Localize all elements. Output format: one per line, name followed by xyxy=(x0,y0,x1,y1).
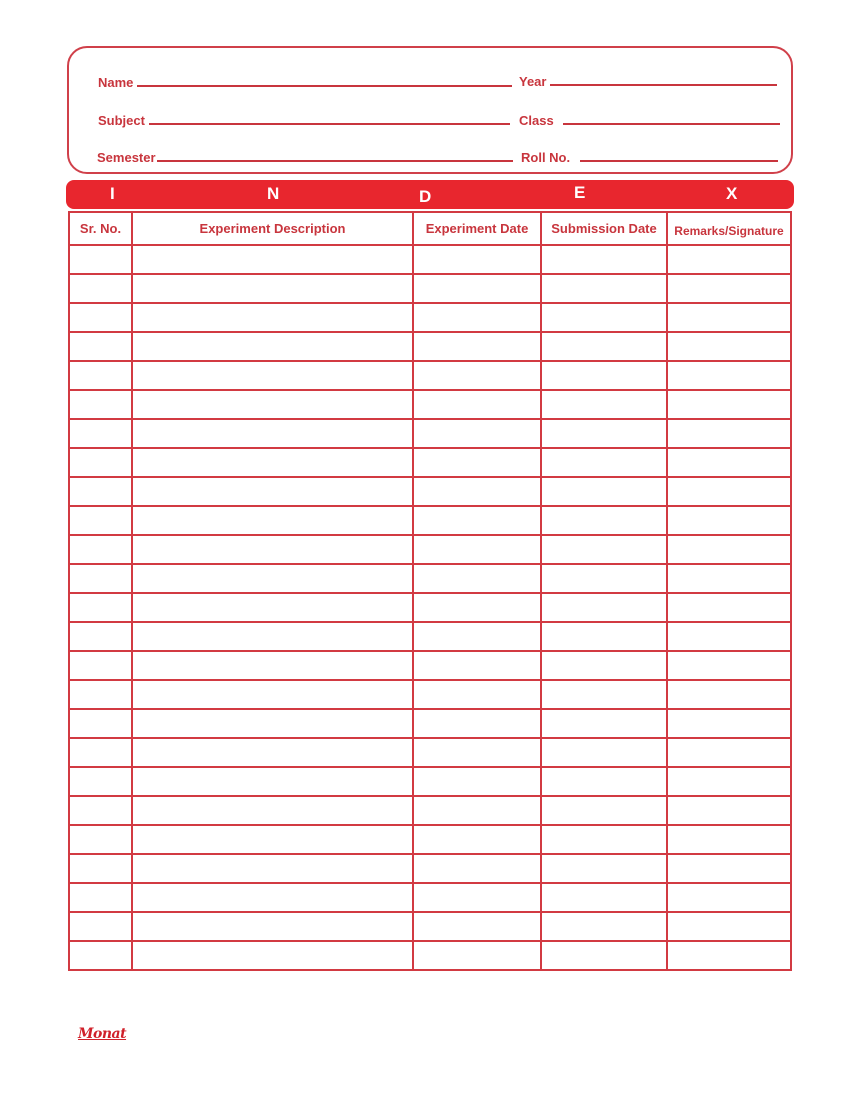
experiment-date-cell[interactable] xyxy=(413,274,541,303)
table-row xyxy=(69,448,791,477)
sr-no-cell[interactable] xyxy=(69,390,132,419)
table-row xyxy=(69,506,791,535)
name-label: Name xyxy=(98,75,134,90)
experiment-date-cell[interactable] xyxy=(413,796,541,825)
remarks-signature-cell[interactable] xyxy=(667,448,791,477)
submission-date-cell[interactable] xyxy=(541,564,667,593)
semester-field[interactable] xyxy=(97,150,513,165)
experiment-description-cell[interactable] xyxy=(132,506,413,535)
experiment-date-cell[interactable] xyxy=(413,564,541,593)
table-row xyxy=(69,854,791,883)
sr-no-cell[interactable] xyxy=(69,709,132,738)
experiment-date-cell[interactable] xyxy=(413,651,541,680)
roll-no-field[interactable] xyxy=(521,150,778,165)
remarks-signature-cell[interactable] xyxy=(667,535,791,564)
year-input-line[interactable] xyxy=(550,84,777,86)
remarks-signature-cell[interactable] xyxy=(667,564,791,593)
table-row xyxy=(69,796,791,825)
experiment-description-cell[interactable] xyxy=(132,390,413,419)
remarks-signature-cell[interactable] xyxy=(667,651,791,680)
sr-no-cell[interactable] xyxy=(69,883,132,912)
submission-date-cell[interactable] xyxy=(541,332,667,361)
sr-no-cell[interactable] xyxy=(69,506,132,535)
sr-no-cell[interactable] xyxy=(69,796,132,825)
experiment-description-cell[interactable] xyxy=(132,274,413,303)
experiment-date-cell[interactable] xyxy=(413,477,541,506)
roll-no-label: Roll No. xyxy=(521,150,571,165)
remarks-signature-cell[interactable] xyxy=(667,303,791,332)
col-header-remarks-signature: Remarks/Signature xyxy=(667,212,791,245)
experiment-date-cell[interactable] xyxy=(413,825,541,854)
sr-no-cell[interactable] xyxy=(69,767,132,796)
submission-date-cell[interactable] xyxy=(541,941,667,970)
table-row xyxy=(69,303,791,332)
index-letter-x: X xyxy=(726,184,738,203)
sr-no-cell[interactable] xyxy=(69,738,132,767)
submission-date-cell[interactable] xyxy=(541,738,667,767)
year-field[interactable] xyxy=(519,74,777,89)
experiment-description-cell[interactable] xyxy=(132,622,413,651)
name-input-line[interactable] xyxy=(137,85,512,87)
experiment-description-cell[interactable] xyxy=(132,883,413,912)
experiment-date-cell[interactable] xyxy=(413,506,541,535)
table-row xyxy=(69,593,791,622)
remarks-signature-cell[interactable] xyxy=(667,622,791,651)
experiment-date-cell[interactable] xyxy=(413,622,541,651)
remarks-signature-cell[interactable] xyxy=(667,680,791,709)
experiment-date-cell[interactable] xyxy=(413,767,541,796)
table-row xyxy=(69,738,791,767)
remarks-signature-cell[interactable] xyxy=(667,709,791,738)
sr-no-cell[interactable] xyxy=(69,825,132,854)
table-row xyxy=(69,390,791,419)
sr-no-cell[interactable] xyxy=(69,912,132,941)
remarks-signature-cell[interactable] xyxy=(667,593,791,622)
sr-no-cell[interactable] xyxy=(69,651,132,680)
remarks-signature-cell[interactable] xyxy=(667,332,791,361)
experiment-date-cell[interactable] xyxy=(413,680,541,709)
experiment-date-cell[interactable] xyxy=(413,332,541,361)
class-input-line[interactable] xyxy=(563,123,780,125)
remarks-signature-cell[interactable] xyxy=(667,883,791,912)
semester-label: Semester xyxy=(97,150,156,165)
remarks-signature-cell[interactable] xyxy=(667,361,791,390)
submission-date-cell[interactable] xyxy=(541,303,667,332)
experiment-description-cell[interactable] xyxy=(132,419,413,448)
class-label: Class xyxy=(519,113,554,128)
experiment-description-cell[interactable] xyxy=(132,593,413,622)
submission-date-cell[interactable] xyxy=(541,593,667,622)
submission-date-cell[interactable] xyxy=(541,506,667,535)
index-letter-n: N xyxy=(267,184,280,203)
table-row xyxy=(69,245,791,274)
index-title-bar xyxy=(66,180,794,209)
table-row xyxy=(69,941,791,970)
experiment-description-cell[interactable] xyxy=(132,535,413,564)
sr-no-cell[interactable] xyxy=(69,941,132,970)
experiment-description-cell[interactable] xyxy=(132,651,413,680)
table-row xyxy=(69,332,791,361)
class-field[interactable] xyxy=(519,113,780,128)
sr-no-cell[interactable] xyxy=(69,477,132,506)
experiment-date-cell[interactable] xyxy=(413,593,541,622)
submission-date-cell[interactable] xyxy=(541,651,667,680)
submission-date-cell[interactable] xyxy=(541,796,667,825)
remarks-signature-cell[interactable] xyxy=(667,912,791,941)
semester-input-line[interactable] xyxy=(157,160,513,162)
submission-date-cell[interactable] xyxy=(541,477,667,506)
experiment-description-cell[interactable] xyxy=(132,303,413,332)
experiment-date-cell[interactable] xyxy=(413,245,541,274)
subject-field[interactable] xyxy=(98,113,510,128)
submission-date-cell[interactable] xyxy=(541,709,667,738)
submission-date-cell[interactable] xyxy=(541,767,667,796)
experiment-description-cell[interactable] xyxy=(132,477,413,506)
experiment-date-cell[interactable] xyxy=(413,854,541,883)
remarks-signature-cell[interactable] xyxy=(667,767,791,796)
experiment-date-cell[interactable] xyxy=(413,738,541,767)
experiment-date-cell[interactable] xyxy=(413,941,541,970)
roll-no-input-line[interactable] xyxy=(580,160,778,162)
table-row xyxy=(69,651,791,680)
submission-date-cell[interactable] xyxy=(541,361,667,390)
sr-no-cell[interactable] xyxy=(69,245,132,274)
table-row xyxy=(69,564,791,593)
submission-date-cell[interactable] xyxy=(541,419,667,448)
experiment-date-cell[interactable] xyxy=(413,419,541,448)
table-row xyxy=(69,419,791,448)
table-row xyxy=(69,767,791,796)
index-letter-i: I xyxy=(110,184,115,203)
experiment-description-cell[interactable] xyxy=(132,332,413,361)
experiment-description-cell[interactable] xyxy=(132,854,413,883)
submission-date-cell[interactable] xyxy=(541,245,667,274)
experiment-description-cell[interactable] xyxy=(132,767,413,796)
experiment-description-cell[interactable] xyxy=(132,825,413,854)
name-field[interactable] xyxy=(98,75,512,90)
experiment-description-cell[interactable] xyxy=(132,912,413,941)
subject-input-line[interactable] xyxy=(149,123,510,125)
submission-date-cell[interactable] xyxy=(541,854,667,883)
sr-no-cell[interactable] xyxy=(69,854,132,883)
remarks-signature-cell[interactable] xyxy=(667,941,791,970)
experiment-date-cell[interactable] xyxy=(413,361,541,390)
sr-no-cell[interactable] xyxy=(69,622,132,651)
remarks-signature-cell[interactable] xyxy=(667,390,791,419)
remarks-signature-cell[interactable] xyxy=(667,738,791,767)
table-row xyxy=(69,477,791,506)
table-row xyxy=(69,883,791,912)
year-label: Year xyxy=(519,74,547,89)
table-row xyxy=(69,709,791,738)
experiment-description-cell[interactable] xyxy=(132,361,413,390)
sr-no-cell[interactable] xyxy=(69,361,132,390)
sr-no-cell[interactable] xyxy=(69,419,132,448)
index-letter-d: D xyxy=(419,187,432,206)
col-header-sr-no: Sr. No. xyxy=(69,212,132,245)
experiment-date-cell[interactable] xyxy=(413,709,541,738)
submission-date-cell[interactable] xyxy=(541,622,667,651)
sr-no-cell[interactable] xyxy=(69,564,132,593)
remarks-signature-cell[interactable] xyxy=(667,419,791,448)
table-row xyxy=(69,825,791,854)
table-row xyxy=(69,274,791,303)
remarks-signature-cell[interactable] xyxy=(667,854,791,883)
submission-date-cell[interactable] xyxy=(541,680,667,709)
table-header-row xyxy=(69,212,791,245)
experiment-description-cell[interactable] xyxy=(132,796,413,825)
sr-no-cell[interactable] xyxy=(69,680,132,709)
remarks-signature-cell[interactable] xyxy=(667,825,791,854)
sr-no-cell[interactable] xyxy=(69,535,132,564)
experiment-date-cell[interactable] xyxy=(413,883,541,912)
submission-date-cell[interactable] xyxy=(541,535,667,564)
remarks-signature-cell[interactable] xyxy=(667,274,791,303)
brand-logo: Monat xyxy=(78,1026,127,1042)
remarks-signature-cell[interactable] xyxy=(667,245,791,274)
submission-date-cell[interactable] xyxy=(541,448,667,477)
table-row xyxy=(69,535,791,564)
table-row xyxy=(69,912,791,941)
submission-date-cell[interactable] xyxy=(541,883,667,912)
experiment-date-cell[interactable] xyxy=(413,448,541,477)
table-body xyxy=(69,245,791,970)
experiment-description-cell[interactable] xyxy=(132,738,413,767)
table-row xyxy=(69,680,791,709)
subject-label: Subject xyxy=(98,113,145,128)
submission-date-cell[interactable] xyxy=(541,274,667,303)
sr-no-cell[interactable] xyxy=(69,593,132,622)
remarks-signature-cell[interactable] xyxy=(667,796,791,825)
experiment-date-cell[interactable] xyxy=(413,390,541,419)
submission-date-cell[interactable] xyxy=(541,390,667,419)
remarks-signature-cell[interactable] xyxy=(667,506,791,535)
sr-no-cell[interactable] xyxy=(69,303,132,332)
submission-date-cell[interactable] xyxy=(541,825,667,854)
experiment-description-cell[interactable] xyxy=(132,245,413,274)
index-table xyxy=(68,211,792,971)
experiment-description-cell[interactable] xyxy=(132,941,413,970)
sr-no-cell[interactable] xyxy=(69,448,132,477)
experiment-description-cell[interactable] xyxy=(132,680,413,709)
experiment-date-cell[interactable] xyxy=(413,912,541,941)
table-row xyxy=(69,361,791,390)
experiment-description-cell[interactable] xyxy=(132,448,413,477)
col-header-submission-date: Submission Date xyxy=(541,212,667,245)
index-letter-e: E xyxy=(574,183,586,202)
table-row xyxy=(69,622,791,651)
submission-date-cell[interactable] xyxy=(541,912,667,941)
sr-no-cell[interactable] xyxy=(69,332,132,361)
experiment-date-cell[interactable] xyxy=(413,535,541,564)
experiment-date-cell[interactable] xyxy=(413,303,541,332)
remarks-signature-cell[interactable] xyxy=(667,477,791,506)
col-header-experiment-date: Experiment Date xyxy=(413,212,541,245)
sr-no-cell[interactable] xyxy=(69,274,132,303)
experiment-description-cell[interactable] xyxy=(132,709,413,738)
col-header-experiment-description: Experiment Description xyxy=(132,212,413,245)
experiment-description-cell[interactable] xyxy=(132,564,413,593)
